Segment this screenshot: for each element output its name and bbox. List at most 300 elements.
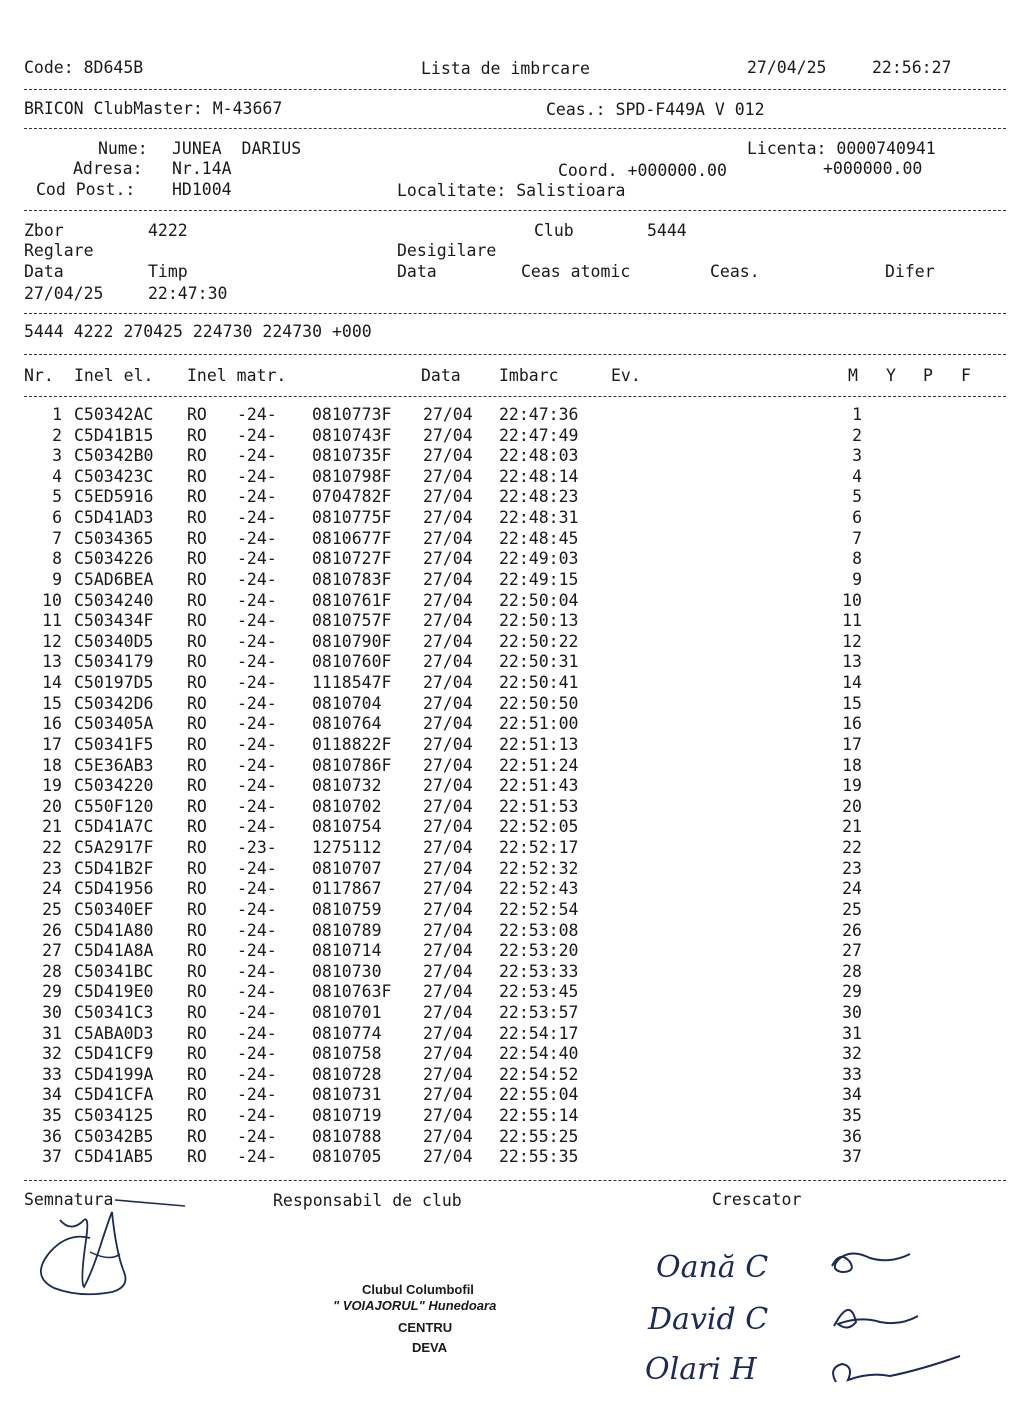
row-nr: 11: [42, 611, 62, 631]
row-inel-el: C5034220: [74, 776, 154, 796]
row-year: -24-: [237, 466, 277, 486]
row-country: RO: [187, 755, 207, 775]
row-inel-matr: 1118547F: [312, 673, 392, 693]
zbor-value: 4222: [148, 221, 188, 240]
row-country: RO: [187, 734, 207, 754]
row-nr: 19: [42, 776, 62, 796]
row-date: 27/04: [423, 1064, 473, 1084]
row-date: 27/04: [423, 1085, 473, 1105]
row-date: 27/04: [423, 673, 473, 693]
row-m: 15: [842, 693, 862, 713]
row-inel-matr: 0810735F: [312, 446, 392, 466]
row-inel-el: C5D41AD3: [74, 508, 154, 528]
table-row: [0, 756, 1024, 777]
row-date: 27/04: [423, 1023, 473, 1043]
row-inel-matr: 0810704: [312, 693, 382, 713]
col-inel-matr: Inel matr.: [187, 366, 287, 385]
row-date: 27/04: [423, 776, 473, 796]
table-row: [0, 570, 1024, 591]
divider: [24, 89, 1006, 90]
row-inel-matr: 0810798F: [312, 466, 392, 486]
handwritten-name-1: Oană C: [656, 1250, 769, 1285]
row-nr: 29: [42, 982, 62, 1002]
row-date: 27/04: [423, 590, 473, 610]
row-nr: 13: [42, 652, 62, 672]
row-country: RO: [187, 1085, 207, 1105]
row-inel-matr: 0810788: [312, 1126, 382, 1146]
row-time: 22:50:31: [499, 652, 579, 672]
row-date: 27/04: [423, 796, 473, 816]
responsabil-label: Responsabil de club: [273, 1191, 462, 1210]
row-time: 22:55:25: [499, 1126, 579, 1146]
row-inel-matr: 0810707: [312, 858, 382, 878]
row-m: 29: [842, 982, 862, 1002]
row-m: 23: [842, 858, 862, 878]
row-inel-el: C5D41956: [74, 879, 154, 899]
row-time: 22:51:53: [499, 796, 579, 816]
row-time: 22:55:14: [499, 1106, 579, 1126]
table-row: [0, 921, 1024, 942]
row-year: -24-: [237, 549, 277, 569]
row-inel-matr: 0810786F: [312, 755, 392, 775]
zbor-label: Zbor: [24, 221, 64, 240]
row-year: -24-: [237, 1002, 277, 1022]
row-country: RO: [187, 446, 207, 466]
row-country: RO: [187, 776, 207, 796]
desigilare-label: Desigilare: [397, 241, 497, 260]
row-inel-el: C5D41CF9: [74, 1044, 154, 1064]
table-row: [0, 487, 1024, 508]
data-label: Data: [24, 262, 64, 281]
row-time: 22:47:36: [499, 405, 579, 424]
row-nr: 2: [52, 425, 62, 445]
reglare-time: 22:47:30: [148, 284, 228, 303]
postal-label: Cod Post.:: [36, 180, 136, 199]
table-row: [0, 694, 1024, 715]
row-m: 1: [852, 405, 862, 424]
table-row: [0, 611, 1024, 632]
row-nr: 1: [52, 405, 62, 424]
row-inel-el: C5ABA0D3: [74, 1023, 154, 1043]
row-date: 27/04: [423, 569, 473, 589]
row-country: RO: [187, 941, 207, 961]
row-nr: 30: [42, 1002, 62, 1022]
row-country: RO: [187, 1147, 207, 1167]
postal-code: HD1004: [172, 180, 232, 199]
table-row: [0, 405, 1024, 426]
row-time: 22:53:45: [499, 982, 579, 1002]
row-time: 22:53:57: [499, 1002, 579, 1022]
row-date: 27/04: [423, 734, 473, 754]
row-country: RO: [187, 879, 207, 899]
coord2: +000000.00: [823, 159, 923, 178]
row-nr: 37: [42, 1147, 62, 1167]
row-inel-el: C5A2917F: [74, 838, 154, 858]
row-year: -24-: [237, 693, 277, 713]
row-inel-el: C5D41A8A: [74, 941, 154, 961]
row-year: -24-: [237, 652, 277, 672]
row-date: 27/04: [423, 405, 473, 424]
row-time: 22:49:15: [499, 569, 579, 589]
row-nr: 28: [42, 961, 62, 981]
row-nr: 24: [42, 879, 62, 899]
owner-address: Nr.14A: [172, 159, 232, 178]
row-country: RO: [187, 631, 207, 651]
row-inel-matr: 0810789: [312, 920, 382, 940]
table-row: [0, 508, 1024, 529]
table-row: [0, 900, 1024, 921]
row-date: 27/04: [423, 466, 473, 486]
row-inel-el: C5D41A7C: [74, 817, 154, 837]
row-nr: 17: [42, 734, 62, 754]
row-inel-matr: 0810702: [312, 796, 382, 816]
row-nr: 25: [42, 899, 62, 919]
row-country: RO: [187, 817, 207, 837]
col-ev: Ev.: [611, 366, 641, 385]
row-date: 27/04: [423, 446, 473, 466]
row-nr: 35: [42, 1106, 62, 1126]
row-m: 2: [852, 425, 862, 445]
row-country: RO: [187, 405, 207, 424]
table-row: [0, 941, 1024, 962]
row-inel-matr: 0810732: [312, 776, 382, 796]
row-m: 14: [842, 673, 862, 693]
row-time: 22:48:45: [499, 528, 579, 548]
col-data: Data: [421, 366, 461, 385]
row-m: 22: [842, 838, 862, 858]
row-inel-matr: 0810677F: [312, 528, 392, 548]
row-country: RO: [187, 1023, 207, 1043]
row-m: 4: [852, 466, 862, 486]
row-inel-el: C5034179: [74, 652, 154, 672]
table-row: [0, 817, 1024, 838]
row-year: -24-: [237, 899, 277, 919]
license: Licenta: 0000740941: [747, 139, 936, 158]
owner-name: JUNEA DARIUS: [172, 139, 302, 158]
signature-scribble: [20, 1192, 190, 1322]
row-nr: 33: [42, 1064, 62, 1084]
table-row: [0, 446, 1024, 467]
row-m: 27: [842, 941, 862, 961]
row-nr: 4: [52, 466, 62, 486]
handwritten-initials: [820, 1236, 980, 1396]
row-time: 22:48:23: [499, 487, 579, 507]
row-nr: 14: [42, 673, 62, 693]
row-m: 28: [842, 961, 862, 981]
row-m: 20: [842, 796, 862, 816]
row-year: -24-: [237, 405, 277, 424]
col-p: P: [923, 366, 933, 385]
row-country: RO: [187, 673, 207, 693]
row-inel-el: C5ED5916: [74, 487, 154, 507]
row-year: -24-: [237, 961, 277, 981]
coord: Coord. +000000.00: [558, 161, 727, 180]
row-date: 27/04: [423, 611, 473, 631]
row-nr: 15: [42, 693, 62, 713]
address-label: Adresa:: [73, 159, 143, 178]
reglare-date: 27/04/25: [24, 284, 104, 303]
row-time: 22:54:52: [499, 1064, 579, 1084]
row-year: -24-: [237, 569, 277, 589]
row-time: 22:48:31: [499, 508, 579, 528]
club-value: 5444: [647, 221, 687, 240]
row-inel-matr: 0810763F: [312, 982, 392, 1002]
row-nr: 34: [42, 1085, 62, 1105]
row-year: -24-: [237, 1064, 277, 1084]
row-inel-el: C50342D6: [74, 693, 154, 713]
table-row: [0, 1106, 1024, 1127]
table-row: [0, 529, 1024, 550]
table-row: [0, 549, 1024, 570]
row-time: 22:50:41: [499, 673, 579, 693]
table-row: [0, 1085, 1024, 1106]
table-row: [0, 1147, 1024, 1168]
locality: Localitate: Salistioara: [397, 181, 626, 200]
row-inel-matr: 1275112: [312, 838, 382, 858]
row-country: RO: [187, 1106, 207, 1126]
semnatura-label: Semnatura: [24, 1190, 114, 1209]
row-inel-el: C50342B0: [74, 446, 154, 466]
col-nr: Nr.: [24, 366, 54, 385]
row-year: -24-: [237, 446, 277, 466]
col-m: M: [848, 366, 858, 385]
reglare-label: Reglare: [24, 241, 94, 260]
row-inel-el: C550F120: [74, 796, 154, 816]
table-row: [0, 838, 1024, 859]
row-time: 22:48:03: [499, 446, 579, 466]
row-inel-el: C503405A: [74, 714, 154, 734]
row-inel-matr: 0117867: [312, 879, 382, 899]
row-date: 27/04: [423, 631, 473, 651]
table-row: [0, 776, 1024, 797]
row-time: 22:54:40: [499, 1044, 579, 1064]
club-label: Club: [534, 221, 574, 240]
row-nr: 22: [42, 838, 62, 858]
row-date: 27/04: [423, 899, 473, 919]
row-time: 22:51:24: [499, 755, 579, 775]
row-nr: 8: [52, 549, 62, 569]
row-inel-matr: 0810775F: [312, 508, 392, 528]
row-m: 34: [842, 1085, 862, 1105]
row-year: -23-: [237, 838, 277, 858]
row-m: 11: [842, 611, 862, 631]
row-time: 22:52:54: [499, 899, 579, 919]
table-row: [0, 859, 1024, 880]
row-inel-matr: 0810764: [312, 714, 382, 734]
row-year: -24-: [237, 714, 277, 734]
row-inel-el: C5AD6BEA: [74, 569, 154, 589]
row-date: 27/04: [423, 549, 473, 569]
table-row: [0, 797, 1024, 818]
row-date: 27/04: [423, 817, 473, 837]
row-date: 27/04: [423, 1106, 473, 1126]
col-f: F: [961, 366, 971, 385]
row-time: 22:55:35: [499, 1147, 579, 1167]
row-country: RO: [187, 838, 207, 858]
row-m: 19: [842, 776, 862, 796]
row-m: 18: [842, 755, 862, 775]
row-time: 22:51:00: [499, 714, 579, 734]
row-inel-matr: 0810761F: [312, 590, 392, 610]
col-imbarc: Imbarc: [499, 366, 559, 385]
row-country: RO: [187, 796, 207, 816]
row-country: RO: [187, 858, 207, 878]
row-date: 27/04: [423, 1002, 473, 1022]
row-inel-matr: 0810757F: [312, 611, 392, 631]
doc-date: 27/04/25: [747, 58, 827, 77]
row-year: -24-: [237, 487, 277, 507]
data2-label: Data: [397, 262, 437, 281]
row-date: 27/04: [423, 920, 473, 940]
row-country: RO: [187, 487, 207, 507]
row-year: -24-: [237, 1023, 277, 1043]
row-inel-el: C50197D5: [74, 673, 154, 693]
row-nr: 12: [42, 631, 62, 651]
row-year: -24-: [237, 1126, 277, 1146]
row-inel-matr: 0810727F: [312, 549, 392, 569]
row-time: 22:52:05: [499, 817, 579, 837]
row-time: 22:47:49: [499, 425, 579, 445]
row-nr: 23: [42, 858, 62, 878]
row-time: 22:52:32: [499, 858, 579, 878]
row-inel-matr: 0810701: [312, 1002, 382, 1022]
row-year: -24-: [237, 611, 277, 631]
row-time: 22:52:17: [499, 838, 579, 858]
row-date: 27/04: [423, 714, 473, 734]
divider: [24, 354, 1006, 355]
row-m: 26: [842, 920, 862, 940]
row-m: 16: [842, 714, 862, 734]
ceas-label: Ceas.: [710, 262, 760, 281]
row-time: 22:52:43: [499, 879, 579, 899]
row-year: -24-: [237, 796, 277, 816]
stamp-line-3: CENTRU: [398, 1320, 453, 1335]
row-nr: 27: [42, 941, 62, 961]
clubmaster-id: BRICON ClubMaster: M-43667: [24, 99, 283, 118]
row-inel-el: C50341BC: [74, 961, 154, 981]
row-inel-el: C5D41AB5: [74, 1147, 154, 1167]
row-m: 6: [852, 508, 862, 528]
row-inel-matr: 0810760F: [312, 652, 392, 672]
row-year: -24-: [237, 817, 277, 837]
row-date: 27/04: [423, 879, 473, 899]
table-row: [0, 591, 1024, 612]
row-inel-matr: 0810754: [312, 817, 382, 837]
row-country: RO: [187, 1064, 207, 1084]
row-m: 12: [842, 631, 862, 651]
table-row: [0, 426, 1024, 447]
divider: [24, 128, 1006, 129]
row-inel-el: C5034365: [74, 528, 154, 548]
row-inel-matr: 0810743F: [312, 425, 392, 445]
row-inel-el: C50340EF: [74, 899, 154, 919]
row-country: RO: [187, 652, 207, 672]
row-country: RO: [187, 569, 207, 589]
row-m: 35: [842, 1106, 862, 1126]
difer-label: Difer: [885, 262, 935, 281]
row-m: 17: [842, 734, 862, 754]
row-nr: 9: [52, 569, 62, 589]
row-year: -24-: [237, 776, 277, 796]
row-time: 22:50:13: [499, 611, 579, 631]
divider: [24, 1180, 1006, 1181]
row-date: 27/04: [423, 858, 473, 878]
flight-code-line: 5444 4222 270425 224730 224730 +000: [24, 322, 372, 341]
row-date: 27/04: [423, 652, 473, 672]
row-m: 8: [852, 549, 862, 569]
row-country: RO: [187, 693, 207, 713]
row-inel-el: C503423C: [74, 466, 154, 486]
row-year: -24-: [237, 755, 277, 775]
row-nr: 31: [42, 1023, 62, 1043]
row-time: 22:48:14: [499, 466, 579, 486]
table-row: [0, 879, 1024, 900]
row-date: 27/04: [423, 838, 473, 858]
row-date: 27/04: [423, 528, 473, 548]
doc-code: Code: 8D645B: [24, 58, 144, 77]
row-year: -24-: [237, 920, 277, 940]
row-nr: 3: [52, 446, 62, 466]
row-inel-matr: 0810790F: [312, 631, 392, 651]
row-date: 27/04: [423, 982, 473, 1002]
row-year: -24-: [237, 941, 277, 961]
row-m: 3: [852, 446, 862, 466]
row-country: RO: [187, 961, 207, 981]
stamp-line-2: " VOIAJORUL" Hunedoara: [333, 1298, 497, 1313]
row-inel-el: C5034125: [74, 1106, 154, 1126]
row-date: 27/04: [423, 508, 473, 528]
row-inel-matr: 0810773F: [312, 405, 392, 424]
row-nr: 5: [52, 487, 62, 507]
row-inel-el: C5D41A80: [74, 920, 154, 940]
row-year: -24-: [237, 508, 277, 528]
row-year: -24-: [237, 858, 277, 878]
row-inel-el: C5D41B2F: [74, 858, 154, 878]
row-inel-matr: 0810758: [312, 1044, 382, 1064]
row-time: 22:51:13: [499, 734, 579, 754]
row-m: 32: [842, 1044, 862, 1064]
row-inel-matr: 0810783F: [312, 569, 392, 589]
handwritten-name-3: Olari H: [645, 1352, 757, 1387]
row-year: -24-: [237, 590, 277, 610]
row-m: 9: [852, 569, 862, 589]
row-year: -24-: [237, 1147, 277, 1167]
row-m: 5: [852, 487, 862, 507]
row-inel-el: C5D419E0: [74, 982, 154, 1002]
row-m: 25: [842, 899, 862, 919]
row-inel-el: C5E36AB3: [74, 755, 154, 775]
row-time: 22:54:17: [499, 1023, 579, 1043]
row-year: -24-: [237, 1106, 277, 1126]
row-inel-el: C503434F: [74, 611, 154, 631]
row-time: 22:50:22: [499, 631, 579, 651]
row-m: 10: [842, 590, 862, 610]
row-inel-matr: 0810731: [312, 1085, 382, 1105]
row-time: 22:55:04: [499, 1085, 579, 1105]
row-m: 24: [842, 879, 862, 899]
divider: [24, 210, 1006, 211]
row-nr: 10: [42, 590, 62, 610]
row-m: 7: [852, 528, 862, 548]
row-country: RO: [187, 611, 207, 631]
row-year: -24-: [237, 982, 277, 1002]
row-m: 33: [842, 1064, 862, 1084]
row-year: -24-: [237, 1085, 277, 1105]
row-inel-el: C5D41CFA: [74, 1085, 154, 1105]
row-time: 22:51:43: [499, 776, 579, 796]
row-date: 27/04: [423, 755, 473, 775]
row-inel-matr: 0810705: [312, 1147, 382, 1167]
